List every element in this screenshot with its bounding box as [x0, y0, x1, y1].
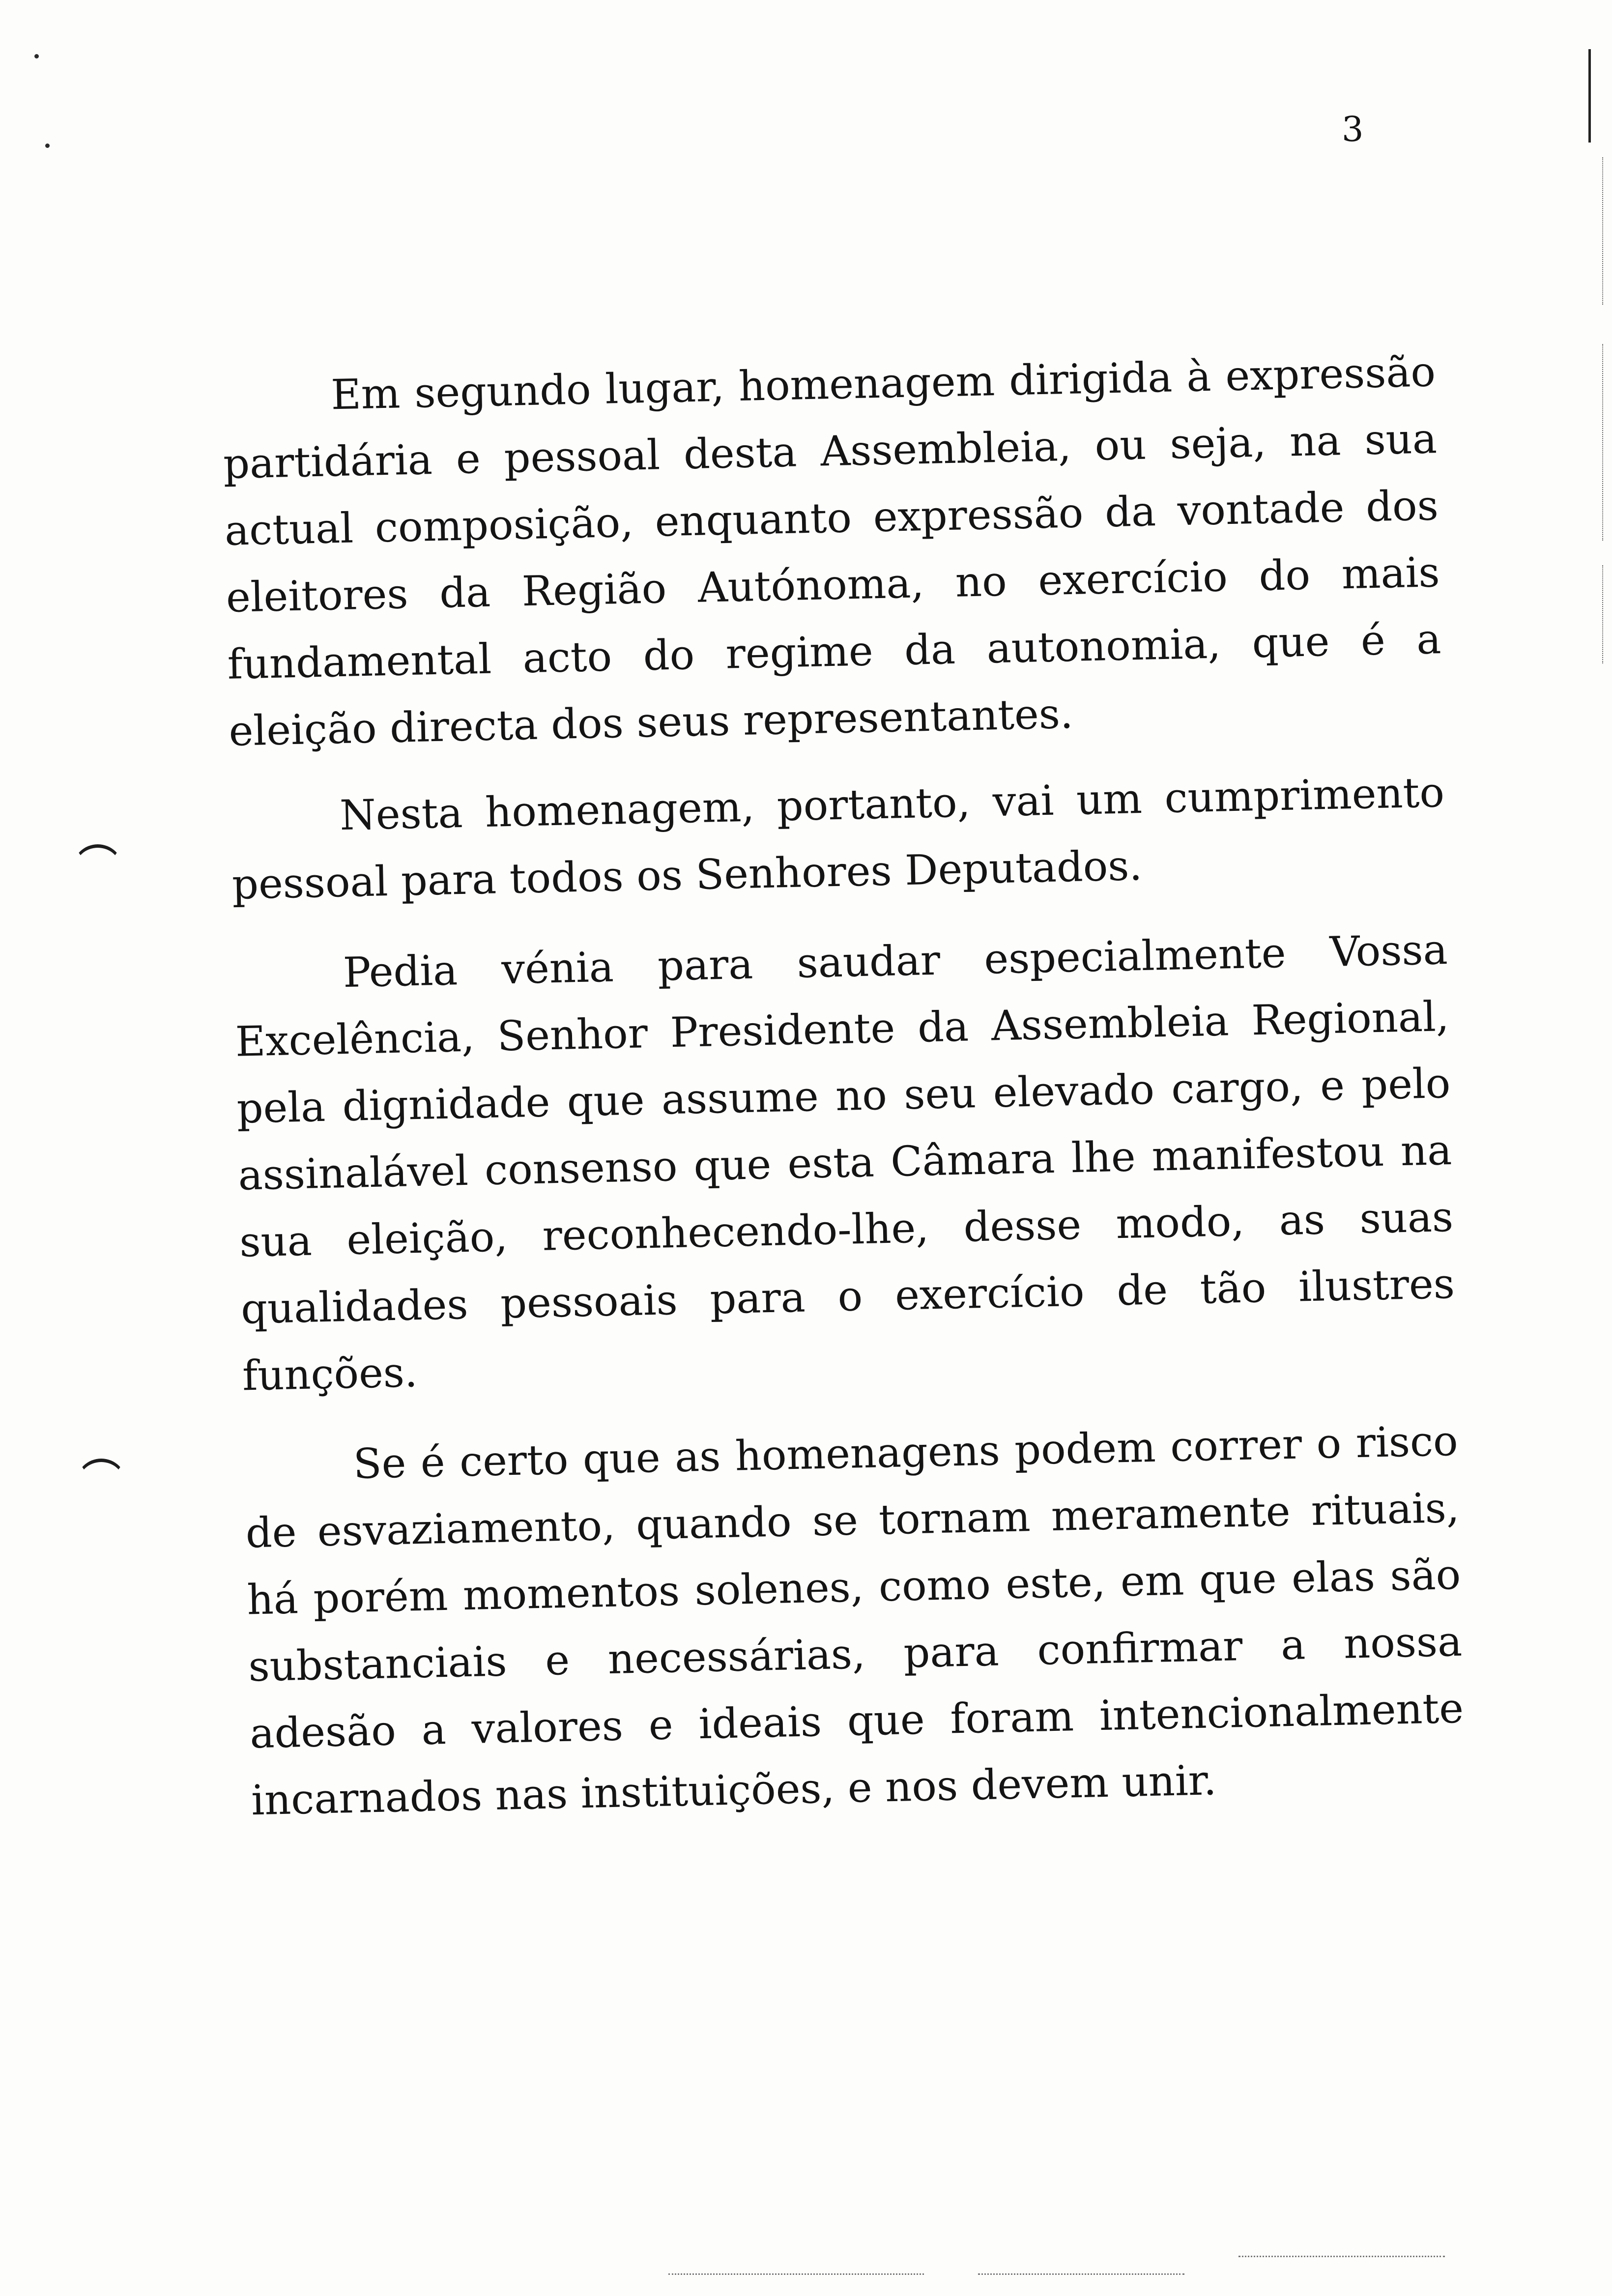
paragraph-4: Se é certo que as homenagens podem correr o risco de esvaziamento, quando se tornam meramente rituais, há porém momentos solenes, como este, em que elas são substanciais e necessárias, para confirmar a nossa adesão a valores e ideais que foram intencionalmente incarnados nas instituições, e nos devem unir. — [245, 1416, 1464, 1825]
page-number: 3 — [1342, 109, 1364, 149]
paragraph-2: Nesta homenagem, portanto, vai um cumprimento pessoal para todos os Senhores Deputados. — [231, 768, 1445, 909]
body-text — [221, 338, 1466, 1857]
punch-hole-mark — [76, 1459, 126, 1507]
paragraph-3: Pedia vénia para saudar especialmente Vossa Excelência, Senhor Presidente da Assembleia Regional, pela dignidade que assume no seu elevado cargo, e pelo assinalável consenso que esta Câmara lhe manifestou na sua eleição, reconhecendo-lhe, desse modo, as suas qualidades pessoais para o exercício de tão ilustres funções. — [234, 925, 1455, 1400]
punch-hole-mark — [73, 844, 123, 893]
scan-speck — [34, 54, 39, 58]
scan-speck — [45, 144, 50, 148]
scan-edge-dots — [1602, 344, 1604, 541]
scan-edge-line — [1588, 49, 1591, 143]
scan-bottom-noise — [668, 2273, 924, 2276]
scan-edge-dots — [1602, 565, 1604, 663]
paragraph-1: Em segundo lugar, homenagem dirigida à expressão partidária e pessoal desta Assembleia, ou seja, na sua actual composição, enquanto expressão da vontade dos eleitores da Região Autónoma, no exercício do mais fundamental acto do regime da autonomia, que é a eleição directa dos seus representantes. — [223, 347, 1442, 755]
scan-edge-dots — [1602, 157, 1604, 305]
scan-bottom-noise — [1238, 2256, 1445, 2259]
scan-bottom-noise — [978, 2273, 1184, 2276]
